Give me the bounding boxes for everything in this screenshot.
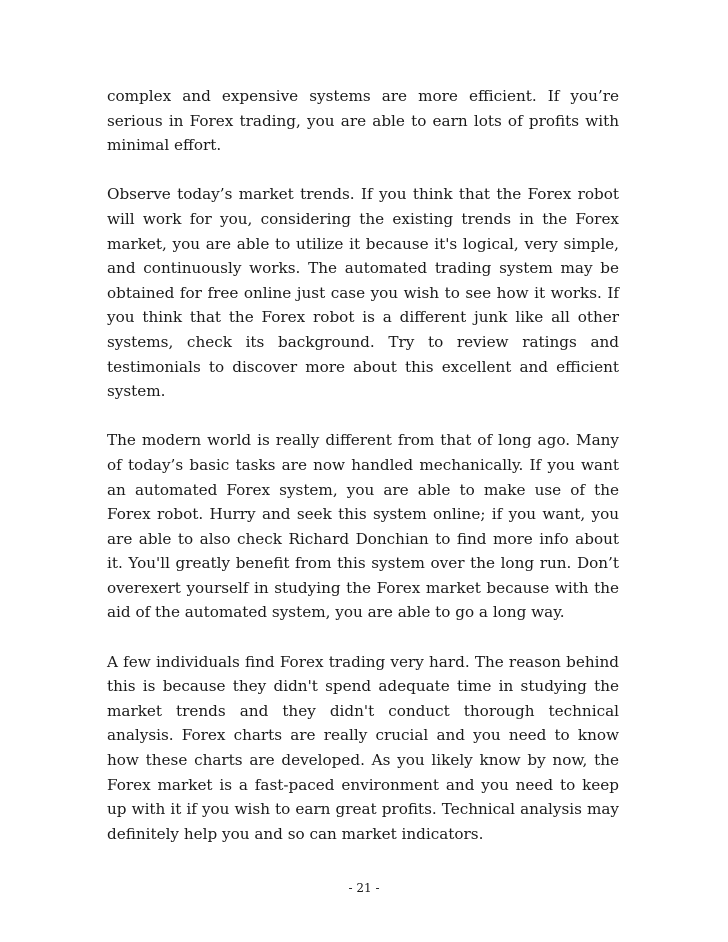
paragraph-3: The modern world is really different from that of long ago. Many of today’s basic tasks are now handled mechanically. If you want an automated Forex system, you are able to make use of the Forex robot. Hurry and seek this system online; if you want, you are able to also check Richard Donchian to find more info about it. You'll greatly benefit from this system over the long run. Don’t overexert yourself in studying the Forex market because with the aid of the automated system, you are able to go a long way. (107, 431, 619, 622)
paragraph-1: complex and expensive systems are more efficient. If you’re serious in Forex trading, you are able to earn lots of profits with minimal effort. (107, 87, 619, 155)
paragraph-2: Observe today’s market trends. If you think that the Forex robot will work for you, considering the existing trends in the Forex market, you are able to utilize it because it's logical, very simple, and continuously works. The automated trading system may be obtained for free online just case you wish to see how it works. If you think that the Forex robot is a different junk like all other systems, check its background. Try to review ratings and testimonials to discover more about this excellent and efficient system. (107, 185, 619, 401)
page-number: - 21 - (348, 881, 380, 895)
paragraph-4: A few individuals find Forex trading very hard. The reason behind this is because they didn't spend adequate time in studying the market trends and they didn't conduct thorough technical analysis. Forex charts are really crucial and you need to know how these charts are developed. As you likely know by now, the Forex market is a fast-paced environment and you need to keep up with it if you wish to earn great profits. Technical analysis may definitely help you and so can market indicators. (107, 652, 619, 843)
body-text (107, 84, 619, 871)
